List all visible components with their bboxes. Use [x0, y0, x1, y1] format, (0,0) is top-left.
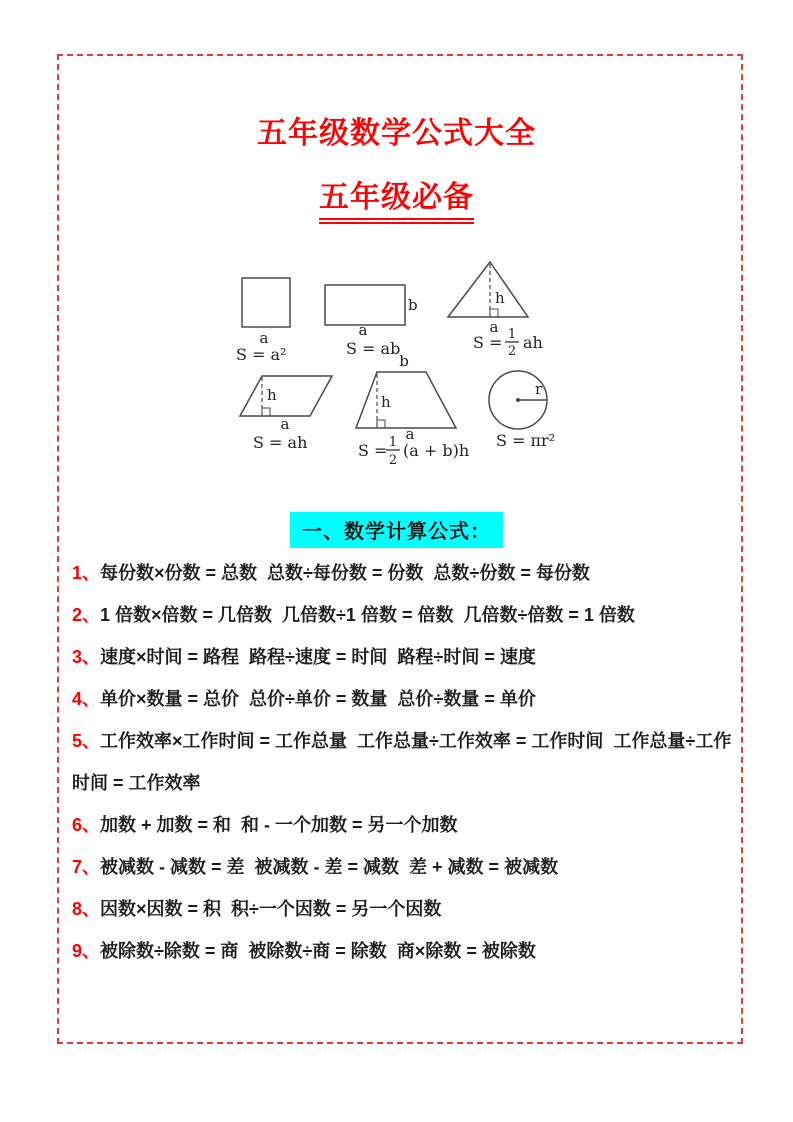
formula-item-3: [72, 636, 740, 678]
parallelogram-right-angle-marker: [262, 408, 270, 416]
square-area-formula: S = a²: [236, 345, 287, 364]
trapezoid-formula-tail: (a + b)h: [403, 441, 470, 460]
triangle-frac-denominator: 2: [507, 344, 517, 359]
parallelogram-height-label: h: [267, 386, 277, 404]
trapezoid-top-label: b: [399, 352, 409, 370]
trapezoid-frac-numerator: 1: [388, 435, 398, 450]
parallelogram-shape: [240, 376, 332, 416]
formula-number: 6、: [72, 815, 101, 835]
square-figure: [236, 278, 290, 364]
formula-text: 被减数 - 减数 = 差 被减数 - 差 = 减数 差 + 减数 = 被减数: [100, 857, 559, 877]
page-subtitle: 五年级必备: [319, 172, 474, 224]
formula-number: 4、: [72, 689, 101, 709]
square-shape: [242, 278, 290, 327]
trapezoid-frac-denominator: 2: [388, 453, 398, 468]
trapezoid-figure: [356, 352, 469, 468]
formula-number: 2、: [72, 605, 101, 625]
triangle-shape: [448, 262, 528, 317]
triangle-right-angle-marker: [490, 309, 498, 317]
formula-list: [72, 552, 740, 972]
formula-text: 工作效率×工作时间 = 工作总量 工作总量÷工作效率 = 工作时间 工作总量÷工作时间 = 工作效率: [72, 731, 732, 793]
formula-text: 速度×时间 = 路程 路程÷速度 = 时间 路程÷时间 = 速度: [100, 647, 536, 667]
circle-radius-label: r: [535, 380, 543, 398]
parallelogram-area-formula: S = ah: [253, 433, 308, 452]
formula-item-2: [72, 594, 740, 636]
geometry-figures: [222, 258, 602, 473]
formula-text: 单价×数量 = 总价 总价÷单价 = 数量 总价÷数量 = 单价: [100, 689, 536, 709]
formula-number: 7、: [72, 857, 101, 877]
formula-item-4: [72, 678, 740, 720]
formula-number: 9、: [72, 941, 101, 961]
formula-text: 被除数÷除数 = 商 被除数÷商 = 除数 商×除数 = 被除数: [100, 941, 536, 961]
trapezoid-height-label: h: [381, 393, 391, 411]
triangle-base-label: a: [489, 318, 499, 336]
formula-item-7: [72, 846, 740, 888]
trapezoid-base-label: a: [405, 425, 415, 443]
page-title: 五年级数学公式大全: [257, 117, 536, 150]
rectangle-figure: [325, 285, 418, 358]
rectangle-base-label: a: [358, 321, 368, 339]
rectangle-area-formula: S = ab: [346, 339, 401, 358]
parallelogram-figure: [240, 376, 332, 452]
formula-number: 5、: [72, 731, 101, 751]
formula-item-1: [72, 552, 740, 594]
triangle-figure: [448, 262, 543, 359]
rectangle-height-label: b: [408, 296, 418, 314]
formula-number: 3、: [72, 647, 101, 667]
page-subtitle-wrap: [0, 172, 793, 224]
formula-text: 加数 + 加数 = 和 和 - 一个加数 = 另一个加数: [100, 815, 458, 835]
formula-number: 1、: [72, 563, 101, 583]
trapezoid-formula-prefix: S =: [358, 441, 388, 460]
formula-item-8: [72, 888, 740, 930]
triangle-formula-prefix: S =: [473, 333, 503, 352]
triangle-frac-numerator: 1: [507, 327, 517, 342]
formula-item-5: [72, 720, 740, 804]
trapezoid-shape: [356, 372, 456, 428]
rectangle-shape: [325, 285, 405, 325]
trapezoid-right-angle-marker: [377, 420, 385, 428]
circle-area-formula: S = πr²: [496, 431, 556, 450]
formula-item-9: [72, 930, 740, 972]
triangle-formula-tail: ah: [523, 333, 543, 352]
formula-text: 每份数×份数 = 总数 总数÷每份数 = 份数 总数÷份数 = 每份数: [100, 563, 590, 583]
formula-number: 8、: [72, 899, 101, 919]
square-side-label: a: [259, 329, 269, 347]
triangle-height-label: h: [495, 289, 505, 307]
section-heading: 一、数学计算公式：: [290, 512, 503, 548]
formula-text: 1 倍数×倍数 = 几倍数 几倍数÷1 倍数 = 倍数 几倍数÷倍数 = 1 倍数: [100, 605, 635, 625]
circle-figure: [489, 371, 555, 450]
parallelogram-base-label: a: [280, 415, 290, 433]
section-heading-wrap: [0, 512, 793, 548]
formula-item-6: [72, 804, 740, 846]
formula-text: 因数×因数 = 积 积÷一个因数 = 另一个因数: [100, 899, 442, 919]
